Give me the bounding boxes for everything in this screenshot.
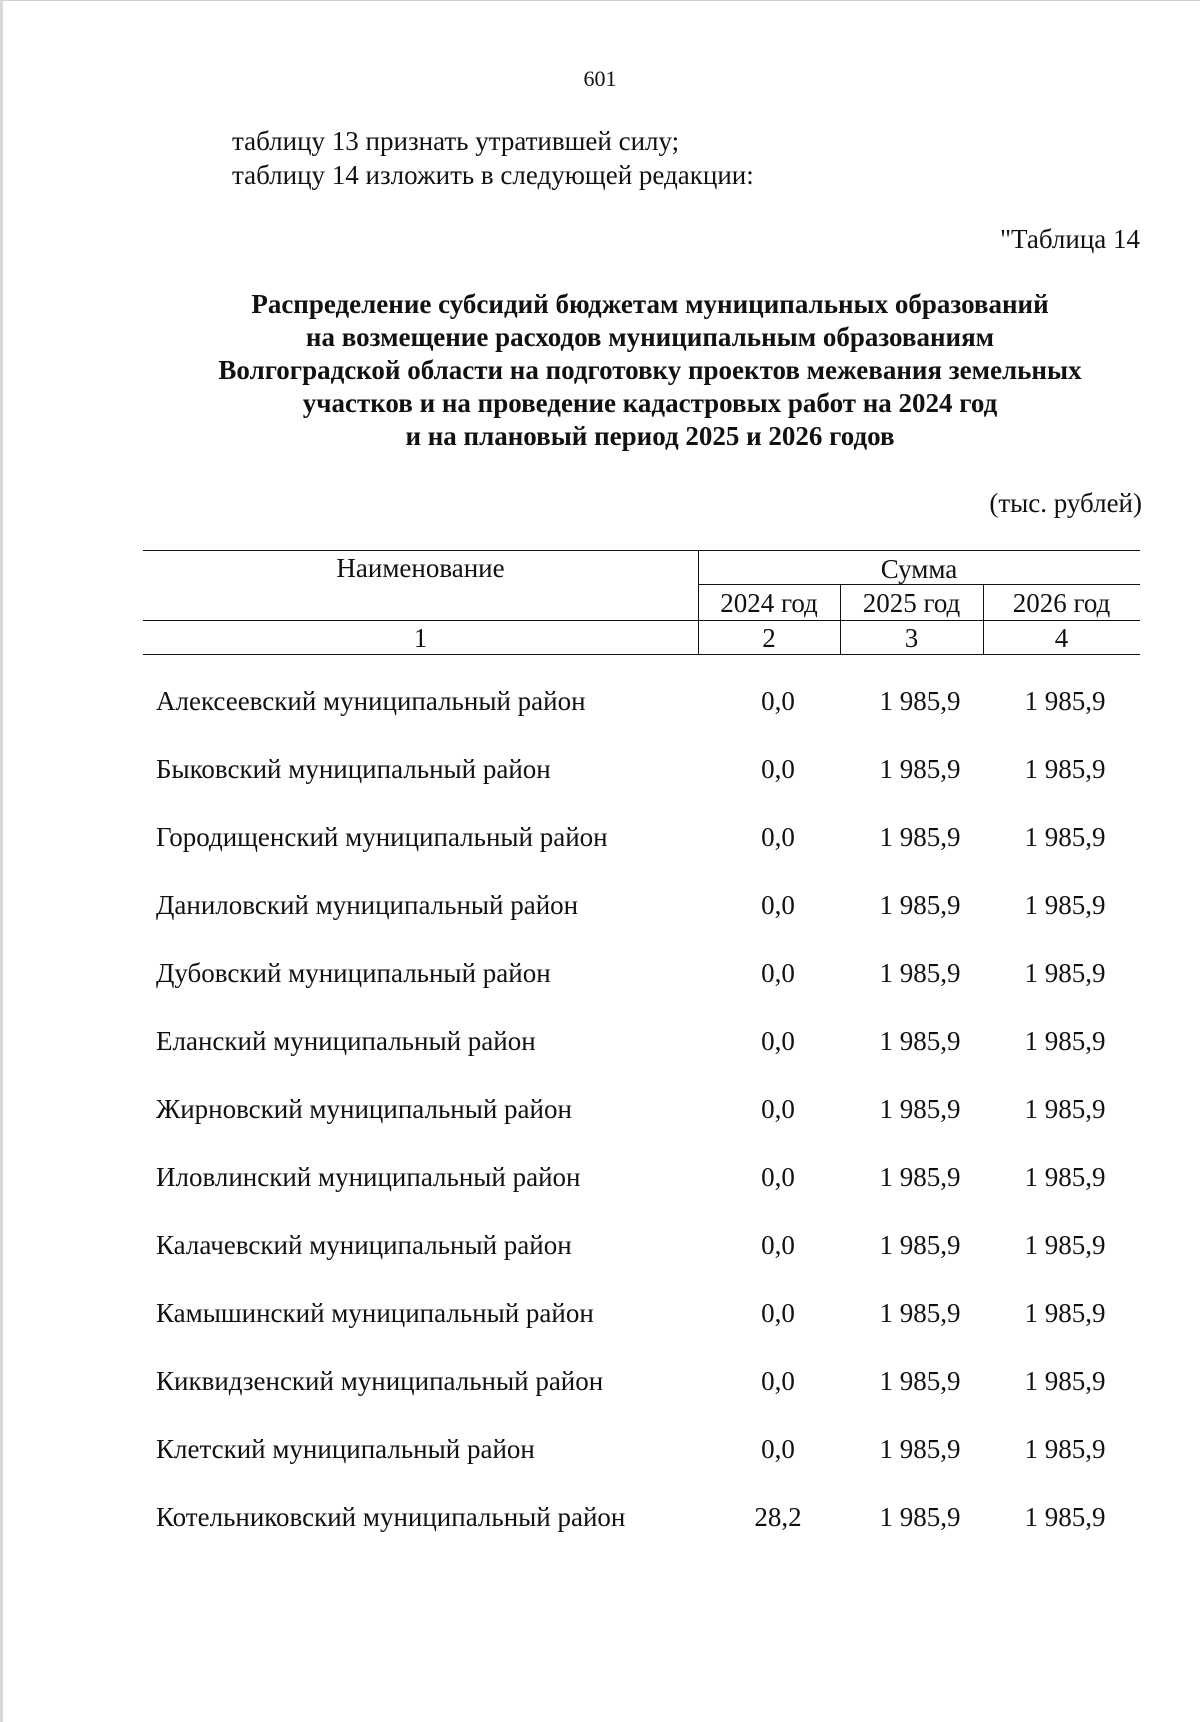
units-label: (тыс. рублей) — [989, 488, 1142, 518]
intro-line-2: таблицу 14 изложить в следующей редакции: — [232, 160, 754, 190]
row-name: Иловлинский муниципальный район — [156, 1162, 581, 1192]
header-col-number-2: 2 — [762, 623, 776, 653]
row-name: Даниловский муниципальный район — [156, 890, 579, 920]
intro-text — [232, 124, 754, 192]
table-row — [0, 1162, 1200, 1230]
row-value-2026: 1 985,9 — [1024, 822, 1106, 852]
row-value-2026: 1 985,9 — [1024, 890, 1106, 920]
row-value-2025: 1 985,9 — [879, 1502, 961, 1532]
header-col-number-1: 1 — [413, 623, 428, 653]
row-value-2025: 1 985,9 — [879, 1162, 961, 1192]
row-value-2024: 0,0 — [761, 1230, 795, 1260]
row-value-2024: 0,0 — [761, 890, 795, 920]
row-value-2026: 1 985,9 — [1024, 1434, 1106, 1464]
row-name: Дубовский муниципальный район — [156, 958, 551, 988]
row-value-2024: 28,2 — [754, 1502, 802, 1532]
header-year-2026: 2026 год — [1012, 588, 1111, 618]
row-value-2025: 1 985,9 — [879, 958, 961, 988]
row-value-2024: 0,0 — [761, 1366, 795, 1396]
header-year-2025: 2025 год — [862, 588, 961, 618]
row-value-2024: 0,0 — [761, 958, 795, 988]
row-value-2025: 1 985,9 — [879, 1366, 961, 1396]
title-line-3: Волгоградской области на подготовку проектов межевания земельных — [218, 355, 1082, 385]
header-sum: Сумма — [880, 554, 958, 584]
row-name: Калачевский муниципальный район — [156, 1230, 572, 1260]
header-year-2024: 2024 год — [720, 588, 818, 618]
row-value-2025: 1 985,9 — [879, 1230, 961, 1260]
row-value-2026: 1 985,9 — [1024, 1026, 1106, 1056]
row-value-2026: 1 985,9 — [1024, 1502, 1106, 1532]
table-row — [0, 1026, 1200, 1094]
scan-border-top — [0, 0, 1200, 1]
table-row — [0, 686, 1200, 754]
header-col-number-4: 4 — [1054, 623, 1069, 653]
header-name: Наименование — [336, 553, 505, 583]
row-name: Жирновский муниципальный район — [156, 1094, 572, 1124]
row-value-2026: 1 985,9 — [1024, 1094, 1106, 1124]
table-row — [0, 1434, 1200, 1502]
row-name: Алексеевский муниципальный район — [156, 686, 586, 716]
row-value-2024: 0,0 — [761, 1094, 795, 1124]
table-header — [143, 550, 1140, 656]
table-row — [0, 958, 1200, 1026]
row-value-2024: 0,0 — [761, 1298, 795, 1328]
row-value-2026: 1 985,9 — [1024, 1298, 1106, 1328]
row-value-2024: 0,0 — [761, 686, 795, 716]
row-name: Котельниковский муниципальный район — [156, 1502, 626, 1532]
document-title — [130, 288, 1170, 453]
row-name: Еланский муниципальный район — [156, 1026, 536, 1056]
title-line-5: и на плановый период 2025 и 2026 годов — [405, 421, 895, 451]
row-value-2026: 1 985,9 — [1024, 1366, 1106, 1396]
table-row — [0, 754, 1200, 822]
row-name: Киквидзенский муниципальный район — [156, 1366, 604, 1396]
row-value-2025: 1 985,9 — [879, 890, 961, 920]
table-row — [0, 822, 1200, 890]
row-name: Быковский муниципальный район — [156, 754, 551, 784]
header-rule-top — [143, 550, 1140, 551]
table-row — [0, 1366, 1200, 1434]
row-value-2025: 1 985,9 — [879, 754, 961, 784]
intro-line-1: таблицу 13 признать утратившей силу; — [232, 126, 680, 156]
row-value-2024: 0,0 — [761, 1162, 795, 1192]
row-value-2024: 0,0 — [761, 822, 795, 852]
row-value-2026: 1 985,9 — [1024, 754, 1106, 784]
row-value-2026: 1 985,9 — [1024, 1162, 1106, 1192]
table-row — [0, 1094, 1200, 1162]
row-value-2025: 1 985,9 — [879, 1298, 961, 1328]
header-rule-sum — [698, 584, 1140, 585]
table-row — [0, 1230, 1200, 1298]
row-value-2024: 0,0 — [761, 754, 795, 784]
row-value-2026: 1 985,9 — [1024, 958, 1106, 988]
header-rule-bottom — [143, 654, 1140, 655]
title-line-4: участков и на проведение кадастровых работ на 2024 год — [302, 388, 998, 418]
row-name: Камышинский муниципальный район — [156, 1298, 594, 1328]
title-line-1: Распределение субсидий бюджетам муниципальных образований — [251, 289, 1049, 319]
row-value-2026: 1 985,9 — [1024, 686, 1106, 716]
row-value-2026: 1 985,9 — [1024, 1230, 1106, 1260]
table-row — [0, 1502, 1200, 1570]
row-value-2025: 1 985,9 — [879, 1026, 961, 1056]
table-label: "Таблица 14 — [1000, 224, 1140, 254]
table-row — [0, 1298, 1200, 1366]
header-col-number-3: 3 — [904, 623, 919, 653]
row-value-2024: 0,0 — [761, 1434, 795, 1464]
header-rule-years — [143, 620, 1140, 621]
title-line-2: на возмещение расходов муниципальным образованиям — [305, 322, 995, 352]
row-value-2024: 0,0 — [761, 1026, 795, 1056]
row-value-2025: 1 985,9 — [879, 1094, 961, 1124]
row-name: Городищенский муниципальный район — [156, 822, 608, 852]
row-value-2025: 1 985,9 — [879, 822, 961, 852]
table-row — [0, 890, 1200, 958]
table-body — [0, 686, 1200, 1570]
page-number: 601 — [583, 66, 617, 91]
row-value-2025: 1 985,9 — [879, 686, 961, 716]
row-name: Клетский муниципальный район — [156, 1434, 535, 1464]
row-value-2025: 1 985,9 — [879, 1434, 961, 1464]
